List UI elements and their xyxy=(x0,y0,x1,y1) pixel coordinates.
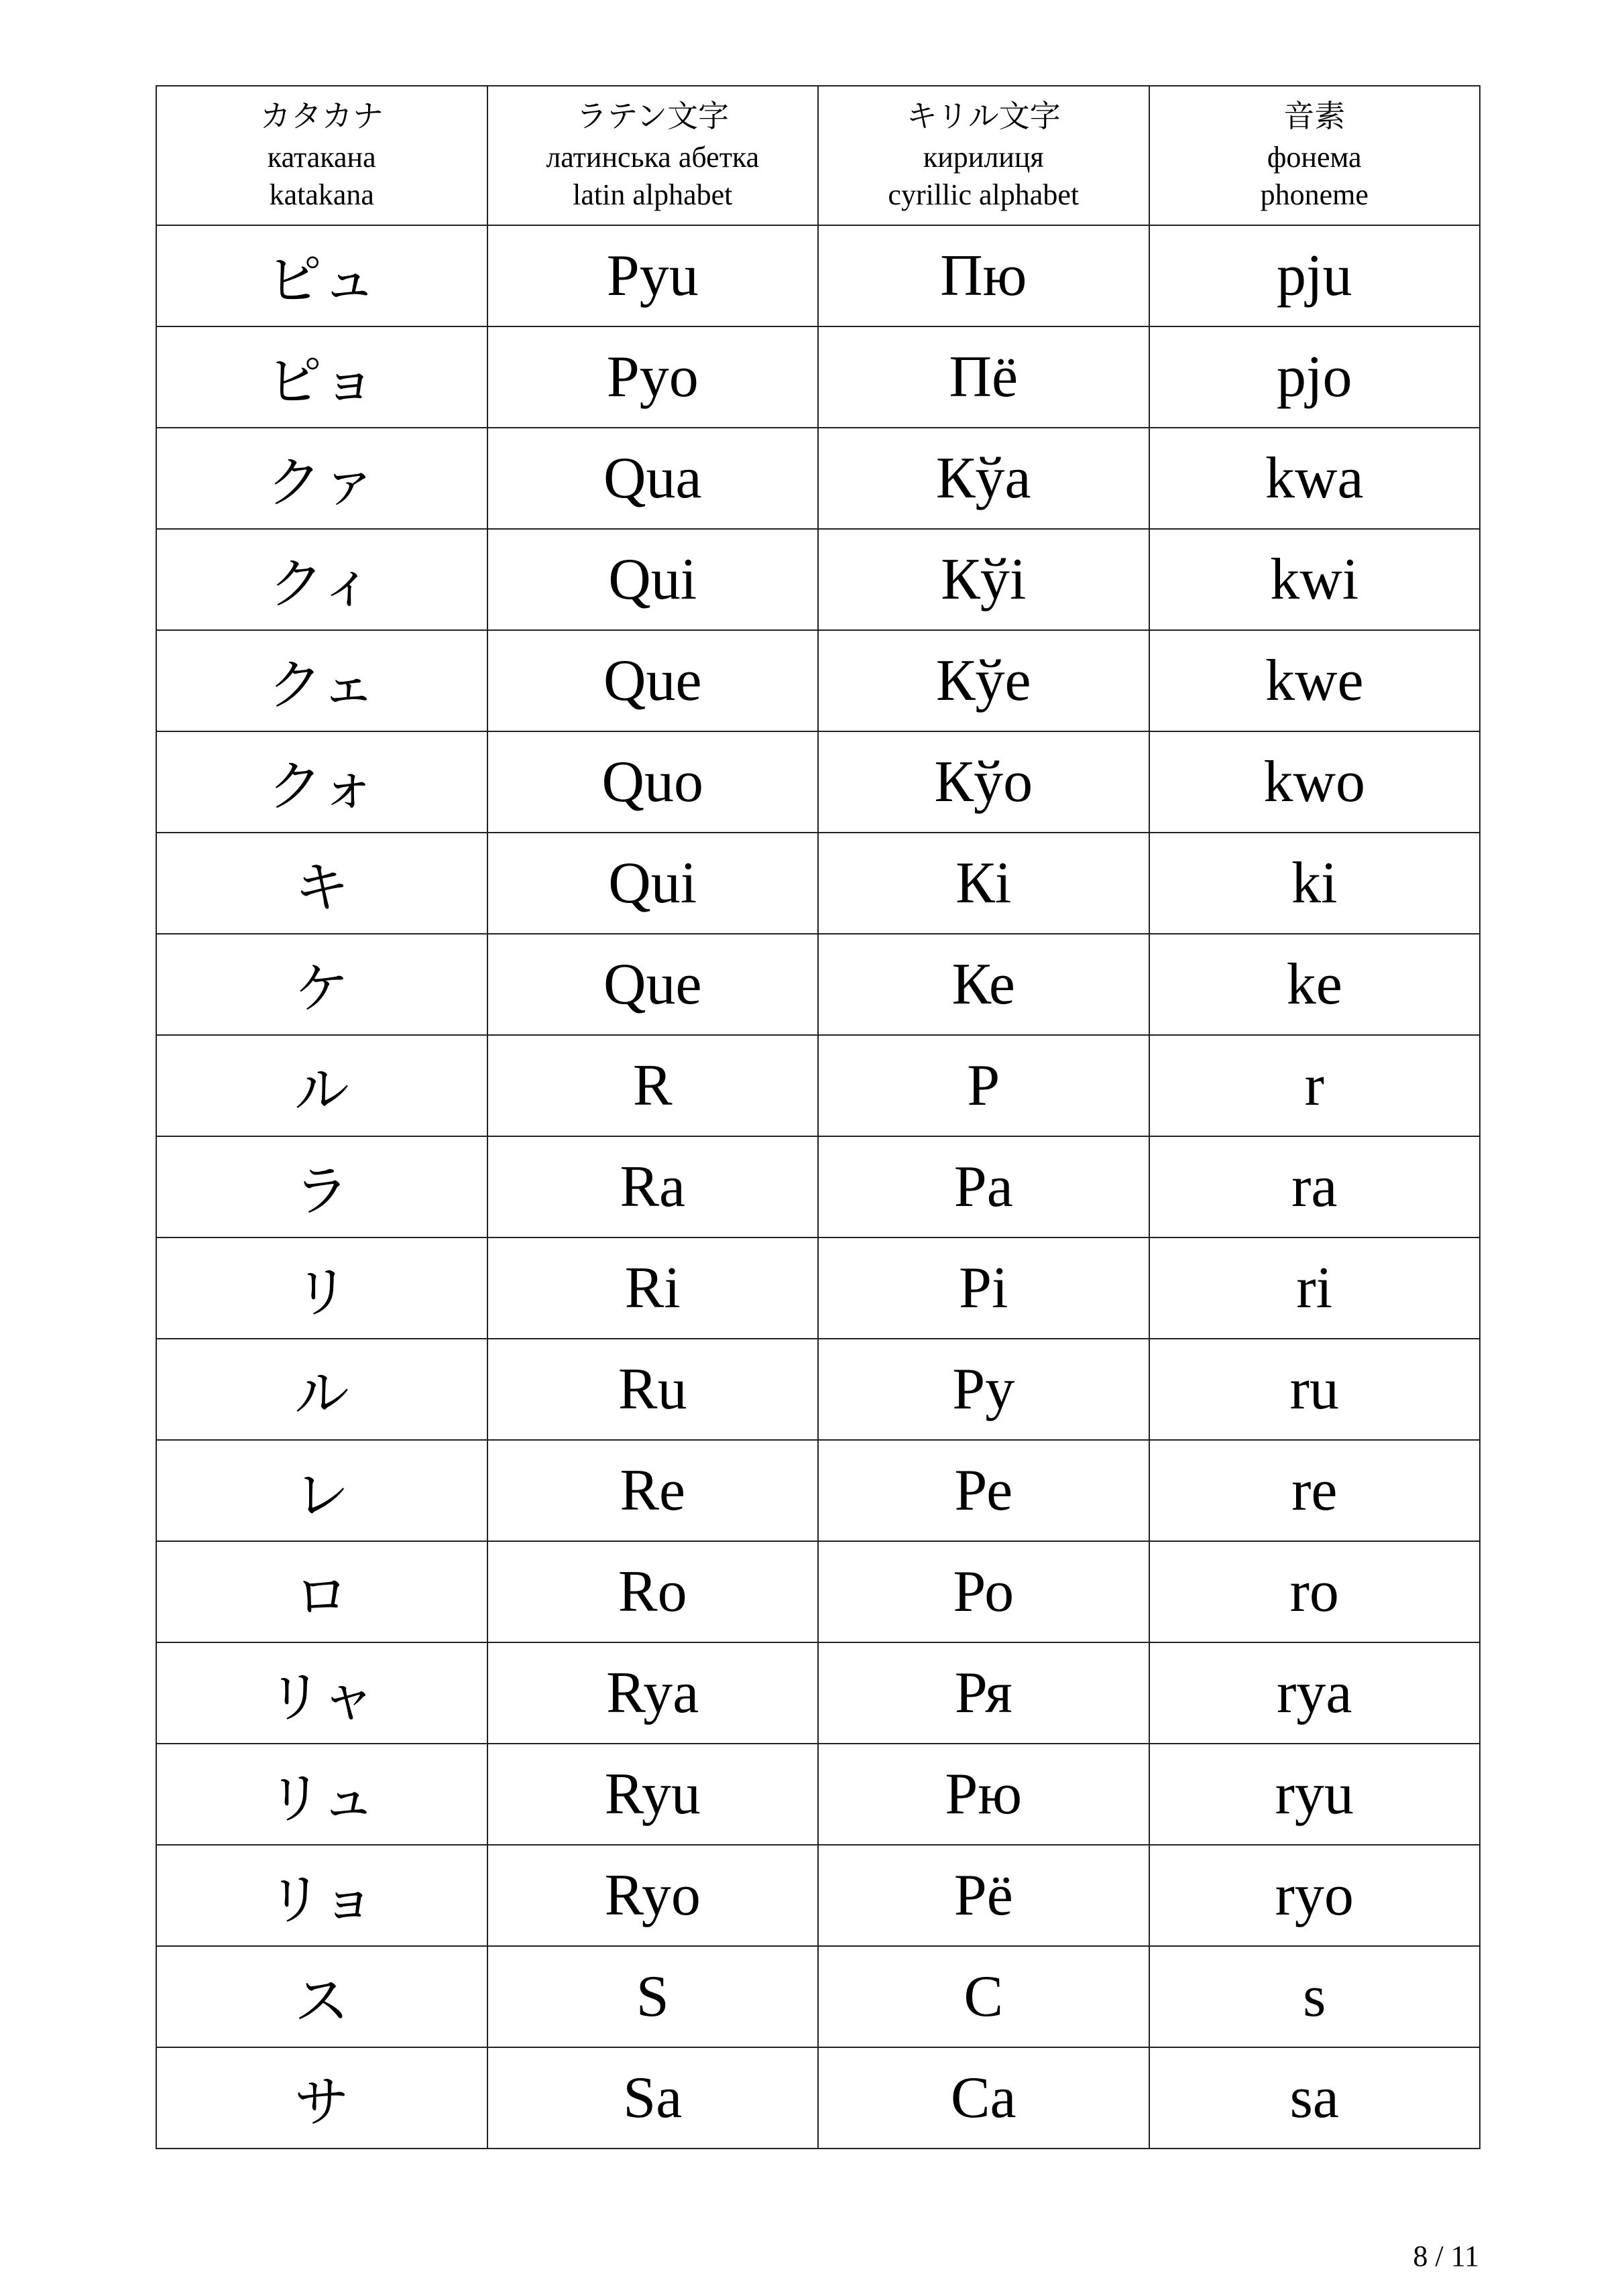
table-row xyxy=(156,1035,1480,1136)
header-latin-uk: латинська абетка xyxy=(546,141,760,174)
header-latin-en: latin alphabet xyxy=(573,178,733,212)
cell-latin: Sa xyxy=(487,2047,819,2149)
cell-katakana: ル xyxy=(156,1339,487,1440)
header-katakana-en: katakana xyxy=(269,178,374,212)
header-latin-jp: ラテン文字 xyxy=(576,98,730,135)
table-row xyxy=(156,833,1480,934)
cell-phoneme: rya xyxy=(1149,1642,1481,1744)
cell-latin: Ra xyxy=(487,1136,819,1237)
header-latin xyxy=(487,86,819,225)
cell-katakana: ピョ xyxy=(156,326,487,428)
header-cyrillic-uk: кирилиця xyxy=(923,141,1044,174)
table-header xyxy=(156,86,1480,225)
header-phoneme-jp: 音素 xyxy=(1283,98,1346,135)
cell-phoneme: ryu xyxy=(1149,1744,1481,1845)
cell-katakana: ラ xyxy=(156,1136,487,1237)
cell-phoneme: kwa xyxy=(1149,428,1481,529)
table-row xyxy=(156,326,1480,428)
cell-cyrillic: Пё xyxy=(818,326,1149,428)
cell-phoneme: pju xyxy=(1149,225,1481,326)
cell-phoneme: kwo xyxy=(1149,731,1481,833)
table-row xyxy=(156,1744,1480,1845)
cell-latin: Ryu xyxy=(487,1744,819,1845)
cell-latin: Rya xyxy=(487,1642,819,1744)
cell-latin: Qua xyxy=(487,428,819,529)
table-row xyxy=(156,1845,1480,1946)
cell-latin: Pyo xyxy=(487,326,819,428)
cell-phoneme: pjo xyxy=(1149,326,1481,428)
header-phoneme xyxy=(1149,86,1481,225)
cell-katakana: リョ xyxy=(156,1845,487,1946)
cell-katakana: ピュ xyxy=(156,225,487,326)
cell-latin: Quo xyxy=(487,731,819,833)
cell-phoneme: ra xyxy=(1149,1136,1481,1237)
cell-phoneme: s xyxy=(1149,1946,1481,2047)
cell-katakana: ケ xyxy=(156,934,487,1035)
cell-katakana: クェ xyxy=(156,630,487,731)
header-cyrillic xyxy=(818,86,1149,225)
table-row xyxy=(156,1237,1480,1339)
cell-cyrillic: Рю xyxy=(818,1744,1149,1845)
header-phoneme-en: phoneme xyxy=(1260,178,1369,212)
cell-phoneme: re xyxy=(1149,1440,1481,1541)
cell-phoneme: ki xyxy=(1149,833,1481,934)
cell-phoneme: ryo xyxy=(1149,1845,1481,1946)
cell-cyrillic: Кўа xyxy=(818,428,1149,529)
cell-cyrillic: Ря xyxy=(818,1642,1149,1744)
table-row xyxy=(156,2047,1480,2149)
cell-cyrillic: Кўо xyxy=(818,731,1149,833)
cell-cyrillic: Рі xyxy=(818,1237,1149,1339)
table-body xyxy=(156,225,1480,2149)
cell-phoneme: ro xyxy=(1149,1541,1481,1642)
cell-katakana: クォ xyxy=(156,731,487,833)
cell-cyrillic: Ре xyxy=(818,1440,1149,1541)
header-katakana-uk: катакана xyxy=(267,141,376,174)
cell-cyrillic: Са xyxy=(818,2047,1149,2149)
cell-katakana: ス xyxy=(156,1946,487,2047)
cell-phoneme: ru xyxy=(1149,1339,1481,1440)
cell-phoneme: kwi xyxy=(1149,529,1481,630)
table-row xyxy=(156,630,1480,731)
table-row xyxy=(156,428,1480,529)
cell-latin: S xyxy=(487,1946,819,2047)
table-row xyxy=(156,529,1480,630)
table-row xyxy=(156,731,1480,833)
cell-latin: Ru xyxy=(487,1339,819,1440)
cell-cyrillic: Пю xyxy=(818,225,1149,326)
cell-cyrillic: Ру xyxy=(818,1339,1149,1440)
cell-latin: Pyu xyxy=(487,225,819,326)
cell-katakana: キ xyxy=(156,833,487,934)
cell-katakana: レ xyxy=(156,1440,487,1541)
cell-phoneme: ri xyxy=(1149,1237,1481,1339)
cell-latin: Ryo xyxy=(487,1845,819,1946)
cell-katakana: リ xyxy=(156,1237,487,1339)
cell-katakana: ロ xyxy=(156,1541,487,1642)
cell-katakana: ル xyxy=(156,1035,487,1136)
cell-phoneme: r xyxy=(1149,1035,1481,1136)
cell-cyrillic: С xyxy=(818,1946,1149,2047)
cell-phoneme: sa xyxy=(1149,2047,1481,2149)
table-row xyxy=(156,1642,1480,1744)
cell-latin: Que xyxy=(487,934,819,1035)
cell-phoneme: kwe xyxy=(1149,630,1481,731)
table-row xyxy=(156,1541,1480,1642)
cell-latin: Re xyxy=(487,1440,819,1541)
cell-katakana: リャ xyxy=(156,1642,487,1744)
header-katakana-jp: カタカナ xyxy=(259,98,384,135)
cell-latin: Que xyxy=(487,630,819,731)
table-row xyxy=(156,1136,1480,1237)
header-row xyxy=(156,86,1480,225)
table-row xyxy=(156,934,1480,1035)
cell-katakana: リュ xyxy=(156,1744,487,1845)
table-row xyxy=(156,1946,1480,2047)
alphabet-table xyxy=(156,85,1481,2149)
cell-katakana: クィ xyxy=(156,529,487,630)
cell-latin: R xyxy=(487,1035,819,1136)
cell-latin: Ri xyxy=(487,1237,819,1339)
cell-cyrillic: Кі xyxy=(818,833,1149,934)
cell-cyrillic: Ке xyxy=(818,934,1149,1035)
cell-latin: Ro xyxy=(487,1541,819,1642)
cell-phoneme: ke xyxy=(1149,934,1481,1035)
header-katakana xyxy=(156,86,487,225)
cell-cyrillic: Кўе xyxy=(818,630,1149,731)
cell-cyrillic: Рё xyxy=(818,1845,1149,1946)
table-row xyxy=(156,225,1480,326)
cell-latin: Qui xyxy=(487,833,819,934)
header-phoneme-uk: фонема xyxy=(1267,141,1362,174)
cell-cyrillic: Ро xyxy=(818,1541,1149,1642)
cell-cyrillic: Р xyxy=(818,1035,1149,1136)
header-cyrillic-jp: キリル文字 xyxy=(906,98,1061,135)
table-row xyxy=(156,1339,1480,1440)
cell-latin: Qui xyxy=(487,529,819,630)
header-cyrillic-en: cyrillic alphabet xyxy=(888,178,1080,212)
page-number: 8 / 11 xyxy=(1413,2240,1479,2273)
cell-cyrillic: Ра xyxy=(818,1136,1149,1237)
table-row xyxy=(156,1440,1480,1541)
cell-katakana: クァ xyxy=(156,428,487,529)
cell-cyrillic: Кўі xyxy=(818,529,1149,630)
cell-katakana: サ xyxy=(156,2047,487,2149)
